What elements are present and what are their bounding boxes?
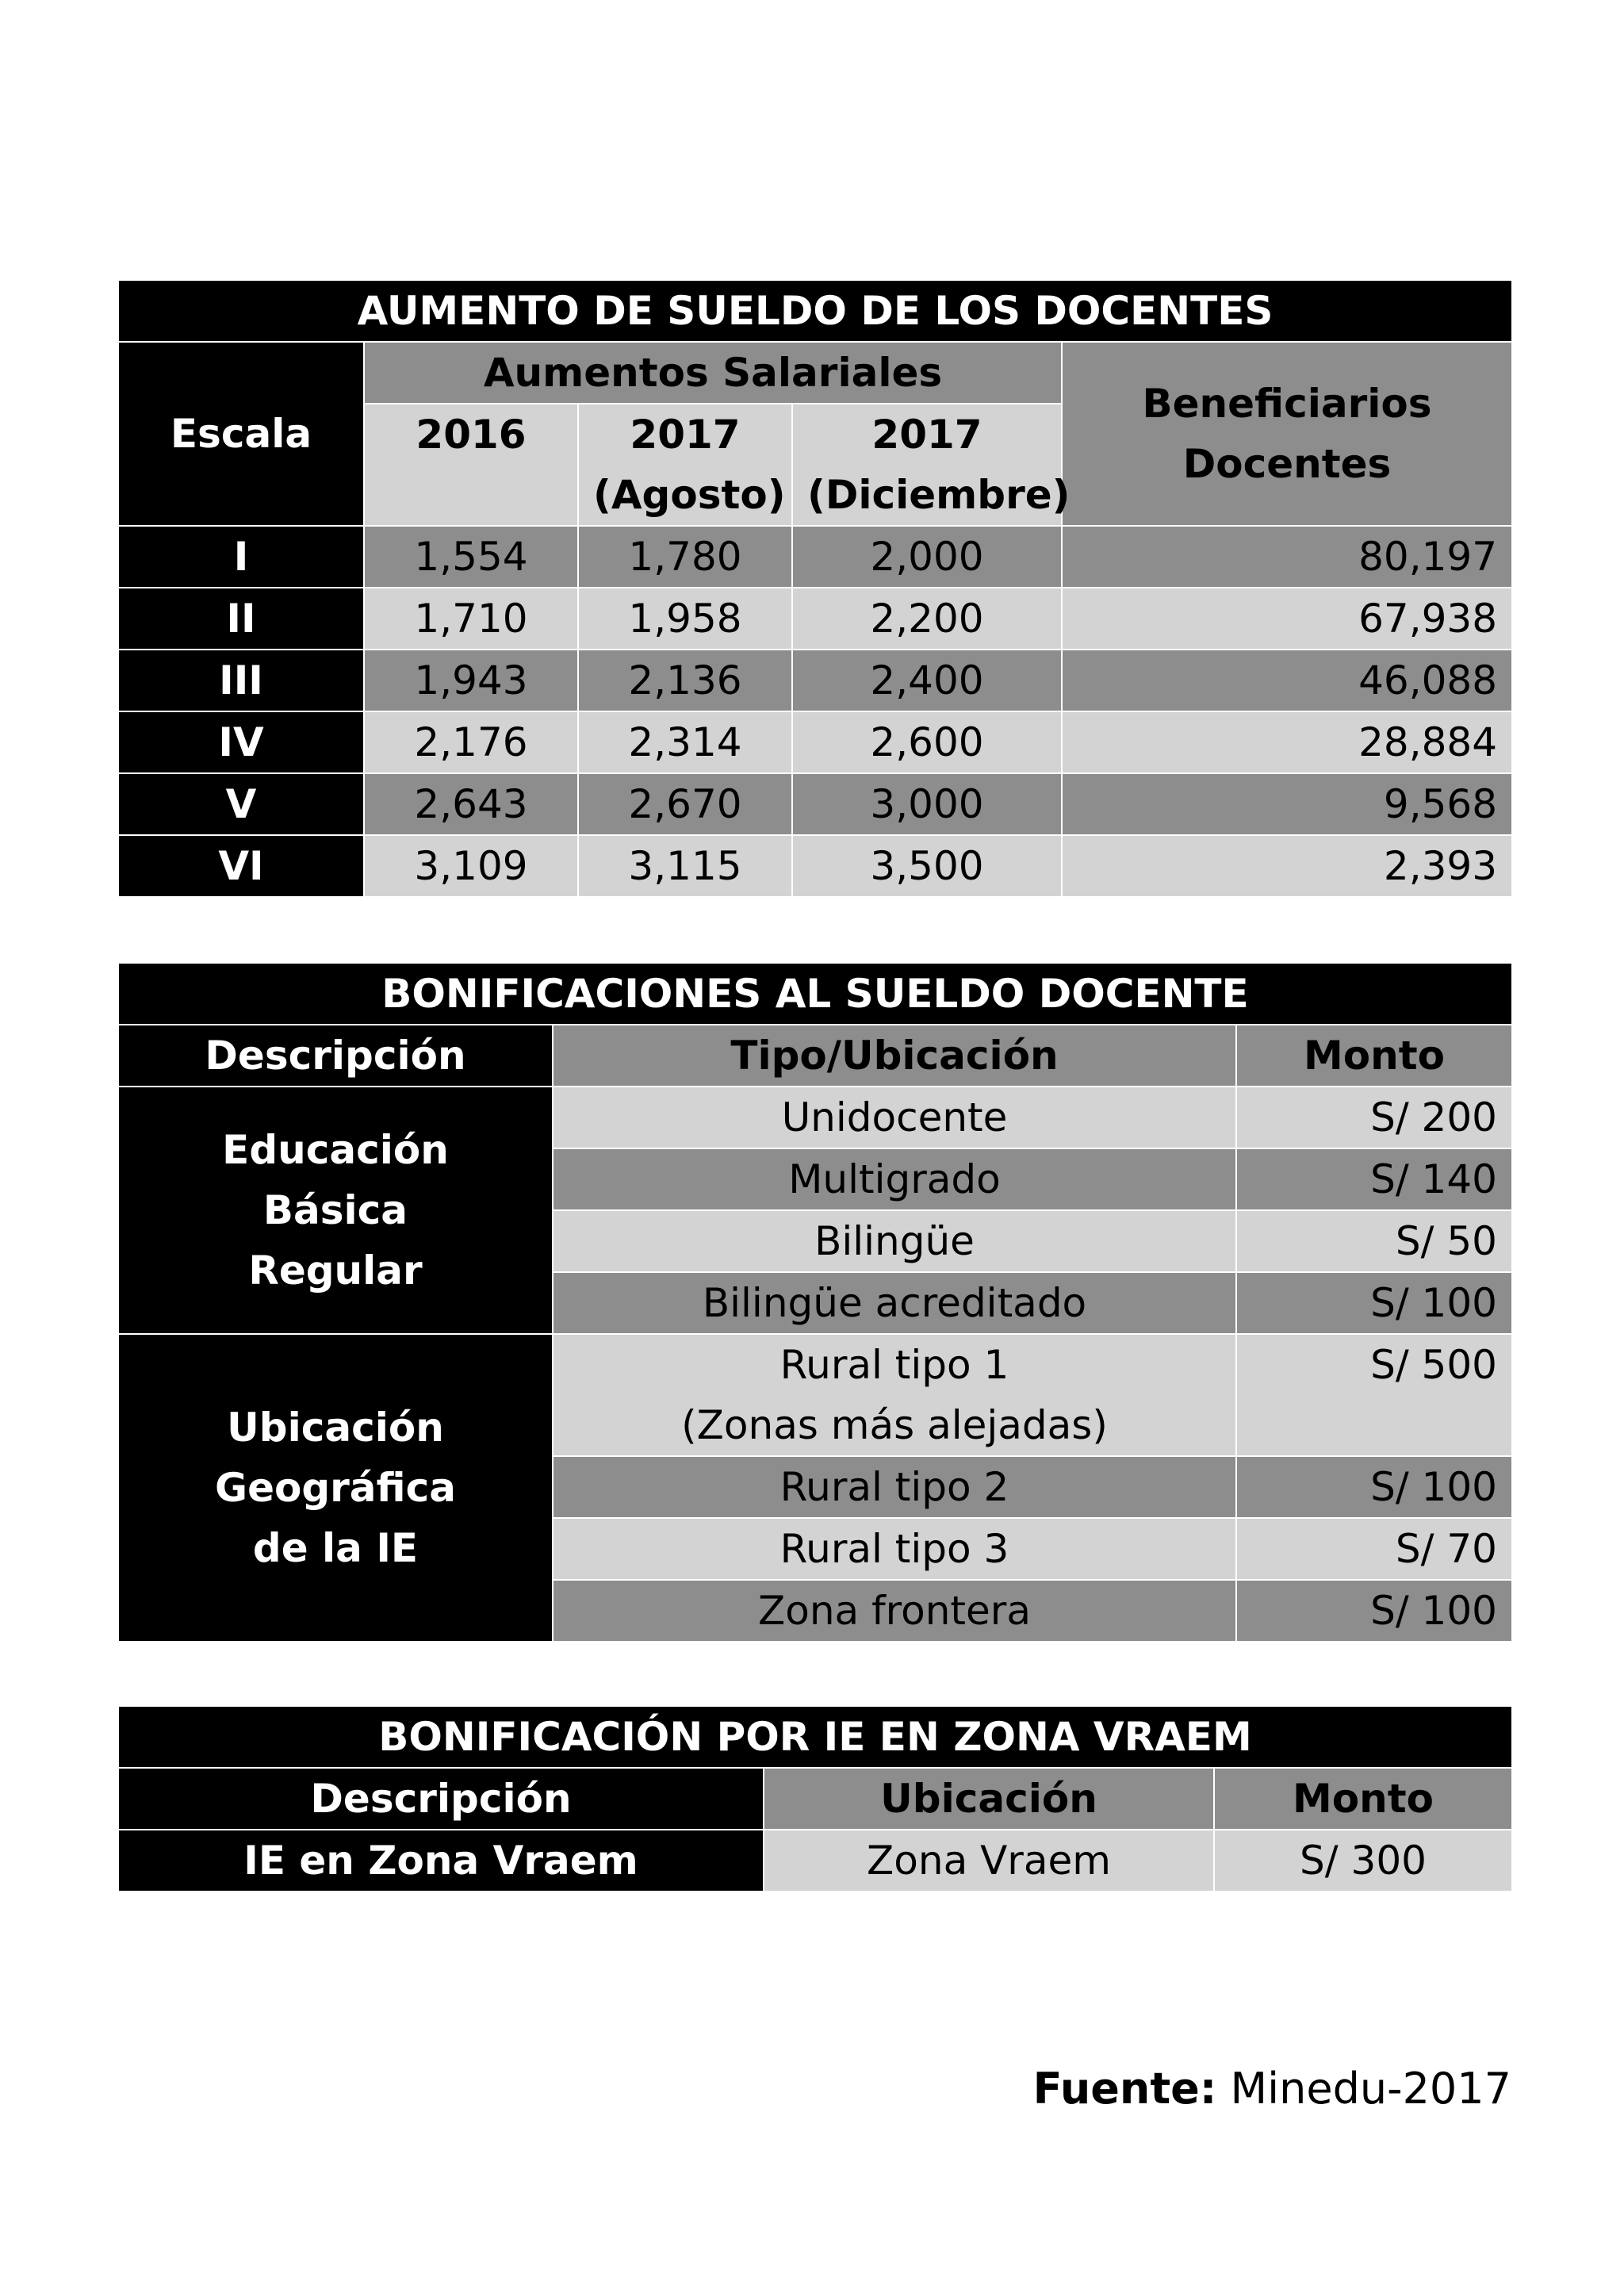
- vraem-bonus-table: [117, 1705, 1513, 1892]
- group-label-line: de la IE: [252, 1525, 419, 1571]
- tipo-cell: Rural tipo 2: [553, 1456, 1236, 1518]
- descripcion-header: Descripción: [118, 1768, 764, 1830]
- value-agosto-cell: 2,670: [578, 773, 792, 835]
- beneficiarios-header-line1: Beneficiarios: [1142, 381, 1432, 427]
- descripcion-cell: IE en Zona Vraem: [118, 1830, 764, 1892]
- table-row: [118, 1830, 1512, 1892]
- salary-table-title: AUMENTO DE SUELDO DE LOS DOCENTES: [118, 280, 1512, 342]
- table-row: [118, 773, 1512, 835]
- monto-cell: S/ 200: [1236, 1087, 1512, 1148]
- value-2016-cell: 1,710: [364, 588, 578, 650]
- monto-cell: S/ 100: [1236, 1456, 1512, 1518]
- diciembre-subheader: (Diciembre): [792, 465, 1062, 526]
- value-agosto-cell: 2,314: [578, 711, 792, 773]
- tipo-line: (Zonas más alejadas): [681, 1402, 1108, 1448]
- table-row: [118, 1087, 1512, 1148]
- value-agosto-cell: 2,136: [578, 650, 792, 711]
- value-2016-cell: 2,176: [364, 711, 578, 773]
- vraem-table-title: BONIFICACIÓN POR IE EN ZONA VRAEM: [118, 1706, 1512, 1768]
- value-diciembre-cell: 2,000: [792, 526, 1062, 588]
- group-label-line: Geográfica: [215, 1465, 456, 1511]
- agosto-subheader: (Agosto): [578, 465, 792, 526]
- value-agosto-cell: 3,115: [578, 835, 792, 897]
- beneficiarios-cell: 9,568: [1062, 773, 1512, 835]
- beneficiarios-cell: 2,393: [1062, 835, 1512, 897]
- value-2016-cell: 1,554: [364, 526, 578, 588]
- year-2017-diciembre-header: 2017: [792, 404, 1062, 465]
- value-diciembre-cell: 2,200: [792, 588, 1062, 650]
- educacion-basica-regular-cell: [118, 1087, 553, 1334]
- tipo-cell: [553, 1334, 1236, 1456]
- escala-cell: III: [118, 650, 364, 711]
- tipo-cell: Zona frontera: [553, 1580, 1236, 1642]
- tipo-cell: Unidocente: [553, 1087, 1236, 1148]
- monto-cell: S/ 100: [1236, 1580, 1512, 1642]
- table-row: [118, 650, 1512, 711]
- group-label-line: Ubicación: [227, 1405, 444, 1451]
- group-label-line: Básica: [262, 1187, 408, 1233]
- monto-cell: S/ 500: [1236, 1334, 1512, 1456]
- monto-cell: S/ 140: [1236, 1148, 1512, 1210]
- tipo-cell: Multigrado: [553, 1148, 1236, 1210]
- bonus-table-title: BONIFICACIONES AL SUELDO DOCENTE: [118, 963, 1512, 1025]
- beneficiarios-cell: 67,938: [1062, 588, 1512, 650]
- source-value: Minedu-2017: [1216, 2064, 1511, 2114]
- monto-header: Monto: [1214, 1768, 1512, 1830]
- beneficiarios-cell: 80,197: [1062, 526, 1512, 588]
- beneficiarios-cell: 28,884: [1062, 711, 1512, 773]
- year-2017-agosto-header: 2017: [578, 404, 792, 465]
- source-note: [1033, 2064, 1511, 2114]
- value-2016-cell: 1,943: [364, 650, 578, 711]
- value-diciembre-cell: 3,500: [792, 835, 1062, 897]
- value-2016-cell: 2,643: [364, 773, 578, 835]
- group-label-line: Educación: [222, 1127, 449, 1173]
- value-agosto-cell: 1,958: [578, 588, 792, 650]
- monto-cell: S/ 100: [1236, 1272, 1512, 1334]
- value-2016-cell: 3,109: [364, 835, 578, 897]
- monto-cell: S/ 70: [1236, 1518, 1512, 1580]
- table-row: [118, 835, 1512, 897]
- beneficiarios-header: [1062, 342, 1512, 526]
- monto-cell: S/ 300: [1214, 1830, 1512, 1892]
- year-2016-header: 2016: [364, 404, 578, 526]
- monto-header: Monto: [1236, 1025, 1512, 1087]
- value-agosto-cell: 1,780: [578, 526, 792, 588]
- ubicacion-cell: Zona Vraem: [764, 1830, 1214, 1892]
- tipo-line: Rural tipo 1: [779, 1342, 1009, 1388]
- source-label: Fuente:: [1032, 2064, 1217, 2114]
- escala-cell: II: [118, 588, 364, 650]
- tipo-cell: Bilingüe: [553, 1210, 1236, 1272]
- beneficiarios-header-line2: Docentes: [1182, 441, 1392, 487]
- descripcion-header: Descripción: [118, 1025, 553, 1087]
- salary-increase-table: [117, 279, 1513, 898]
- ubicacion-header: Ubicación: [764, 1768, 1214, 1830]
- value-diciembre-cell: 3,000: [792, 773, 1062, 835]
- escala-cell: V: [118, 773, 364, 835]
- group-label-line: Regular: [248, 1248, 423, 1294]
- value-diciembre-cell: 2,400: [792, 650, 1062, 711]
- monto-cell: S/ 50: [1236, 1210, 1512, 1272]
- escala-cell: VI: [118, 835, 364, 897]
- escala-header: Escala: [118, 342, 364, 526]
- table-row: [118, 1334, 1512, 1456]
- escala-cell: IV: [118, 711, 364, 773]
- beneficiarios-cell: 46,088: [1062, 650, 1512, 711]
- tipo-cell: Bilingüe acreditado: [553, 1272, 1236, 1334]
- tipo-ubicacion-header: Tipo/Ubicación: [553, 1025, 1236, 1087]
- table-row: [118, 711, 1512, 773]
- table-row: [118, 526, 1512, 588]
- aumentos-salariales-header: Aumentos Salariales: [364, 342, 1062, 404]
- escala-cell: I: [118, 526, 364, 588]
- ubicacion-geografica-cell: [118, 1334, 553, 1642]
- tipo-cell: Rural tipo 3: [553, 1518, 1236, 1580]
- table-row: [118, 588, 1512, 650]
- value-diciembre-cell: 2,600: [792, 711, 1062, 773]
- bonus-table: [117, 962, 1513, 1642]
